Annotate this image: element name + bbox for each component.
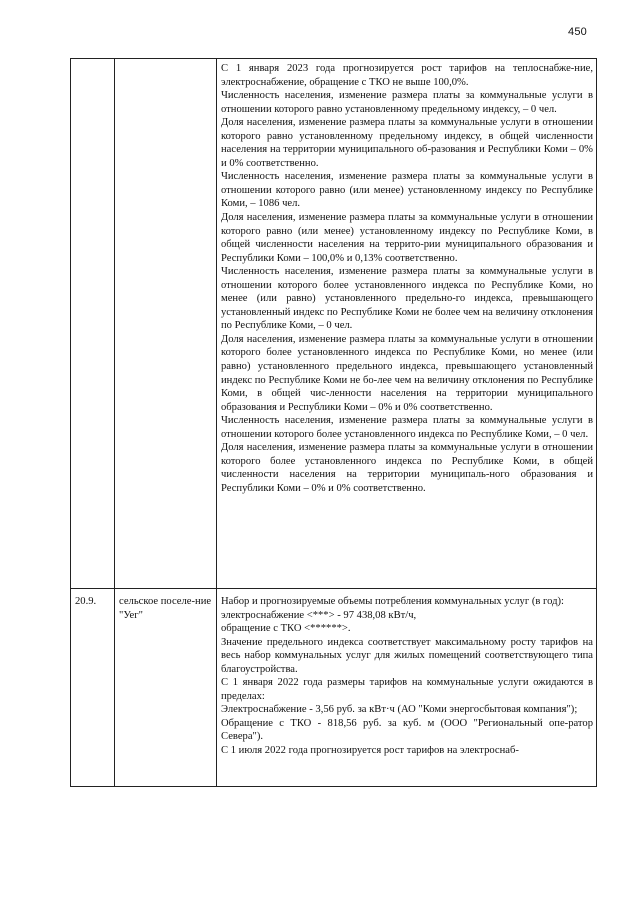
- table-row: [71, 589, 597, 787]
- paragraph: Численность населения, изменение размера платы за коммунальные услуги в отношении которого равно (или менее) установленному индексу по Республике Коми, – 1086 чел.: [221, 171, 593, 210]
- paragraph: обращение с ТКО <******>.: [221, 623, 351, 635]
- paragraph: Доля населения, изменение размера платы за коммунальные услуги в отношении которого равно (или менее) установленному индексу по Республике Коми, в общей численности населения на террито-рии муниципального образования и Республики Коми – 100,0% и 0,13% соответственно.: [221, 212, 593, 264]
- row-number-cell: [71, 59, 115, 589]
- paragraph: Доля населения, изменение размера платы за коммунальные услуги в отношении которого более установленного индекса по Республике Коми, в общей численности населения на территории муниципаль-ного образования и Республики Коми – 0% и 0% соответственно.: [221, 442, 593, 494]
- paragraph: Значение предельного индекса соответствует максимальному росту тарифов на весь набор коммунальных услуг для жилых помещений соответствующего типа благоустройства.: [221, 636, 593, 675]
- table-row: [71, 59, 597, 589]
- description-cell: [217, 59, 597, 589]
- paragraph: электроснабжение <***> - 97 438,08 кВт/ч,: [221, 609, 417, 621]
- row-number-cell: 20.9.: [71, 589, 115, 787]
- settlement-cell: сельское поселе-ние "Уег": [115, 589, 217, 787]
- settlement-cell: [115, 59, 217, 589]
- paragraph: С 1 января 2022 года размеры тарифов на коммунальные услуги ожидаются в пределах:: [221, 677, 593, 702]
- paragraph: Численность населения, изменение размера платы за коммунальные услуги в отношении которого равно установленному предельному индексу, – 0 чел.: [221, 90, 593, 115]
- paragraph: С 1 июля 2022 года прогнозируется рост тарифов на электроснаб-: [221, 745, 519, 757]
- paragraph: Набор и прогнозируемые объемы потребления коммунальных услуг (в год):: [221, 596, 564, 607]
- paragraph: Электроснабжение - 3,56 руб. за кВт·ч (АО "Коми энергосбытовая компания");: [221, 704, 578, 716]
- paragraph: С 1 января 2023 года прогнозируется рост тарифов на теплоснабже-ние, электроснабжение, обращение с ТКО не выше 100,0%.: [221, 63, 593, 88]
- page-number: 450: [568, 26, 587, 38]
- paragraph: Численность населения, изменение размера платы за коммунальные услуги в отношении которого более установленного индекса по Республике Коми, – 0 чел.: [221, 415, 593, 440]
- paragraph: Доля населения, изменение размера платы за коммунальные услуги в отношении которого равно установленному предельному индексу, в общей численности населения на территории муниципального об-разования и Республики Коми – 0% и 0% соответственно.: [221, 117, 593, 169]
- paragraph: Доля населения, изменение размера платы за коммунальные услуги в отношении которого более установленного индекса по Республике Коми, но менее (или равно) установленного предельного индекса, превышающего установленный индекс по Республике Коми не бо-лее чем на величину отклонения по Республике Коми, в общей чис-ленности населения на территории муниципального образования и Республики Коми – 0% и 0% соответственно.: [221, 333, 593, 413]
- tariff-table: [70, 58, 597, 787]
- paragraph: Численность населения, изменение размера платы за коммунальные услуги в отношении которого более установленного индекса по Республике Коми, но менее (или равно) установленного предельно-го индекса, превышающего установленный индекс по Республике Коми не более чем на величину отклонения по Республике Коми, – 0 чел.: [221, 266, 593, 332]
- paragraph: Обращение с ТКО - 818,56 руб. за куб. м (ООО "Региональный опе-ратор Севера").: [221, 717, 593, 743]
- description-cell: [217, 589, 597, 787]
